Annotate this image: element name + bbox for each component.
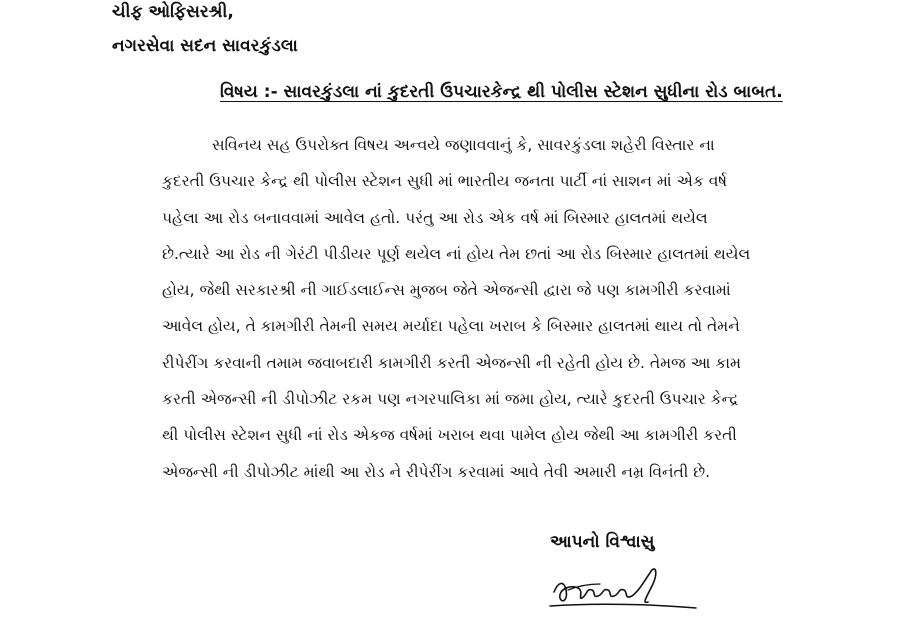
body-line: એજન્સી ની ડીપોઝીટ માંથી આ રોડ ને રીપેરીંગ કરવામાં આવે તેવી અમારી નમ્ર વિનંતી છે.: [162, 462, 711, 481]
body-line: આવેલ હોય, તે કામગીરી તેમની સમય મર્યાદા પહેલા ખરાબ કે બિસ્માર હાલતમાં થાય તો તેમને: [162, 317, 740, 336]
recipient-title: ચીફ ઓફિસરશ્રી,: [112, 2, 234, 22]
closing-salutation: આપનો વિશ્વાસુ: [550, 532, 655, 552]
letter-body: [162, 127, 822, 490]
body-line: થી પોલીસ સ્ટેશન સુધી નાં રોડ એકજ વર્ષમાં ખરાબ થવા પામેલ હોય જેથી આ કામગીરી કરતી: [162, 426, 737, 445]
body-line: રીપેરીંગ કરવાની તમામ જવાબદારી કામગીરી કરતી એજન્સી ની રહેતી હોય છે. તેમજ આ કામ: [162, 353, 741, 372]
handwritten-signature: [548, 560, 698, 616]
body-line: પહેલા આ રોડ બનાવવામાં આવેલ હતો. પરંતુ આ રોડ એક વર્ષ માં બિસ્માર હાલતમાં થયેલ: [162, 208, 708, 227]
body-line: કરતી એજન્સી ની ડીપોઝીટ રકમ પણ નગરપાલિકા માં જમા હોય, ત્યારે કુદરતી ઉપચાર કેન્દ્ર: [162, 390, 739, 409]
recipient-office: નગરસેવા સદન સાવરકુંડલા: [112, 36, 298, 56]
subject-line: વિષય :- સાવરકુંડલા નાં કુદરતી ઉપચારકેન્દ્ર થી પોલીસ સ્ટેશન સુધીના રોડ બાબત.: [220, 82, 783, 102]
body-line: હોય, જેથી સરકારશ્રી ની ગાઈડલાઈન્સ મુજબ જેતે એજન્સી દ્વારા જે પણ કામગીરી કરવામાં: [162, 281, 731, 300]
body-line: છે.ત્યારે આ રોડ ની ગેરંટી પીડીયર પૂર્ણ થયેલ નાં હોય તેમ છતાં આ રોડ બિસ્માર હાલતમાં થયેલ: [162, 244, 751, 263]
body-line: સવિનય સહ ઉપરોક્ત વિષય અન્વયે જણાવવાનું કે, સાવરકુંડલા શહેરી વિસ્તાર ના: [212, 136, 715, 154]
body-line: કુદરતી ઉપચાર કેન્દ્ર થી પોલીસ સ્ટેશન સુધી માં ભારતીય જનતા પાર્ટી નાં સાશન માં એક વર્ષ: [162, 172, 728, 191]
